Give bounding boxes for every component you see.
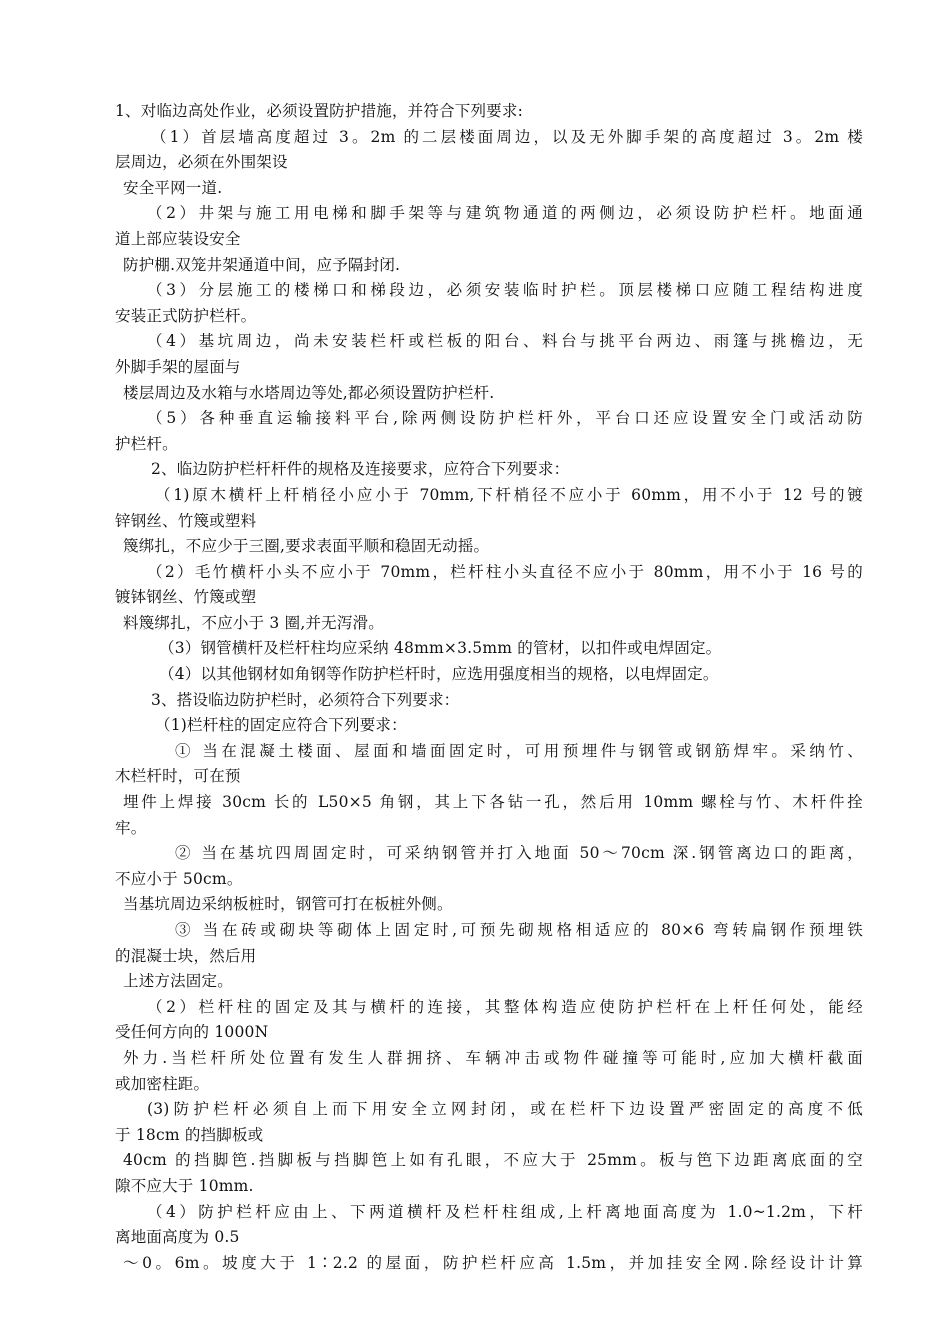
document-body — [115, 99, 863, 1276]
text-line: （4）防护栏杆应由上、下两道横杆及栏杆柱组成,上杆离地面高度为 1.0~1.2m，下杆 — [147, 1202, 863, 1221]
text-line: 2、临边防护栏杆杆件的规格及连接要求，应符合下列要求： — [151, 460, 570, 479]
text-line: ② 当在基坑四周固定时，可采纳钢管并打入地面 50～70cm 深.钢管离边口的距离， — [175, 844, 863, 863]
text-line: 1、对临边高处作业，必须设置防护措施，并符合下列要求: — [115, 102, 523, 120]
text-line: 的混凝士块，然后用 — [115, 946, 257, 965]
text-line: 镀钵钢丝、竹篾或塑 — [115, 588, 257, 607]
text-line: （1)原木横杆上杆梢径小应小于 70mm,下杆梢径不应小于 60mm，用不小于 12 号的镀 — [155, 485, 863, 504]
text-line: 安全平网一道. — [123, 178, 223, 197]
text-line: 护栏杆。 — [115, 434, 178, 453]
text-line: 或加密柱距。 — [115, 1074, 210, 1093]
text-line: 篾绑扎，不应少于三圈,要求表面平顺和稳固无动摇。 — [123, 537, 490, 556]
text-line: 受任何方向的 1000N — [115, 1023, 269, 1042]
text-line: 层周边，必须在外围架设 — [115, 153, 288, 172]
text-line: 料篾绑扎，不应小于 3 圈,并无泻滑。 — [123, 613, 384, 632]
text-line: 楼层周边及水箱与水塔周边等处,都必须设置防护栏杆. — [123, 383, 495, 402]
text-line: 外力.当栏杆所处位置有发生人群拥挤、车辆冲击或物件碰撞等可能时,应加大横杆截面 — [123, 1048, 863, 1067]
text-line: （4）基坑周边，尚未安装栏杆或栏板的阳台、料台与挑平台两边、雨篷与挑檐边，无 — [147, 332, 863, 351]
text-line: ～0。6m。坡度大于 1∶2.2 的屋面，防护栏杆应高 1.5m，并加挂安全网.除经设计计算 — [123, 1253, 863, 1272]
text-line: 防护棚.双笼井架通道中间，应予隔封闭. — [123, 255, 401, 274]
text-line: （2）毛竹横杆小头不应小于 70mm，栏杆柱小头直径不应小于 80mm，用不小于 16 号的 — [147, 562, 863, 581]
text-line: （1)栏杆柱的固定应符合下列要求： — [155, 716, 407, 735]
text-line: （2）栏杆柱的固定及其与横杆的连接，其整体构造应使防护栏杆在上杆任何处，能经 — [147, 997, 863, 1016]
text-line: 3、搭设临边防护栏时，必须符合下列要求： — [151, 690, 460, 709]
text-line: 牢。 — [115, 818, 147, 837]
text-line: ① 当在混凝土楼面、屋面和墙面固定时，可用预埋件与钢管或钢筋焊牢。采纳竹、 — [175, 741, 863, 760]
text-line: 当基坑周边采纳板桩时，钢管可打在板桩外侧。 — [123, 895, 453, 914]
text-line: 木栏杆时，可在预 — [115, 767, 241, 786]
text-line: 隙不应大于 10mm. — [115, 1176, 254, 1195]
text-line: 外脚手架的屋面与 — [115, 357, 241, 376]
text-line: 40cm 的挡脚笆.挡脚板与挡脚笆上如有孔眼，不应大于 25mm。板与笆下边距离底面的空 — [123, 1151, 863, 1170]
text-line: 上述方法固定。 — [123, 972, 233, 991]
text-line: （3）分层施工的楼梯口和梯段边，必须安装临时护栏。顶层楼梯口应随工程结构进度 — [147, 281, 863, 300]
text-line: (3)防护栏杆必须自上而下用安全立网封闭，或在栏杆下边设置严密固定的高度不低 — [147, 1100, 863, 1119]
text-line: 锌钢丝、竹篾或塑料 — [115, 511, 257, 530]
text-line: 于 18cm 的挡脚板或 — [115, 1125, 264, 1144]
text-line: （3）钢管横杆及栏杆柱均应采纳 48mm×3.5mm 的管材，以扣件或电焊固定。 — [159, 639, 722, 658]
text-line: ③ 当在砖或砌块等砌体上固定时,可预先砌规格相适应的 80×6 弯转扁钢作预埋铁 — [175, 921, 863, 939]
text-line: 离地面高度为 0.5 — [115, 1228, 240, 1247]
text-line: （5）各种垂直运输接料平台,除两侧设防护栏杆外，平台口还应设置安全门或活动防 — [147, 409, 863, 428]
text-line: （2）井架与施工用电梯和脚手架等与建筑物通道的两侧边，必须设防护栏杆。地面通 — [147, 204, 863, 223]
text-line: 安装正式防护栏杆。 — [115, 306, 257, 325]
text-line: 埋件上焊接 30cm 长的 L50×5 角钢，其上下各钻一孔，然后用 10mm 螺栓与竹、木杆件拴 — [123, 793, 863, 812]
text-line: 道上部应装设安全 — [115, 229, 241, 248]
text-line: 不应小于 50cm。 — [115, 869, 243, 888]
text-line: （4）以其他钢材如角钢等作防护栏杆时，应选用强度相当的规格，以电焊固定。 — [159, 665, 719, 684]
text-line: （1）首层墙高度超过 3。2m 的二层楼面周边，以及无外脚手架的高度超过 3。2m 楼 — [151, 127, 863, 146]
